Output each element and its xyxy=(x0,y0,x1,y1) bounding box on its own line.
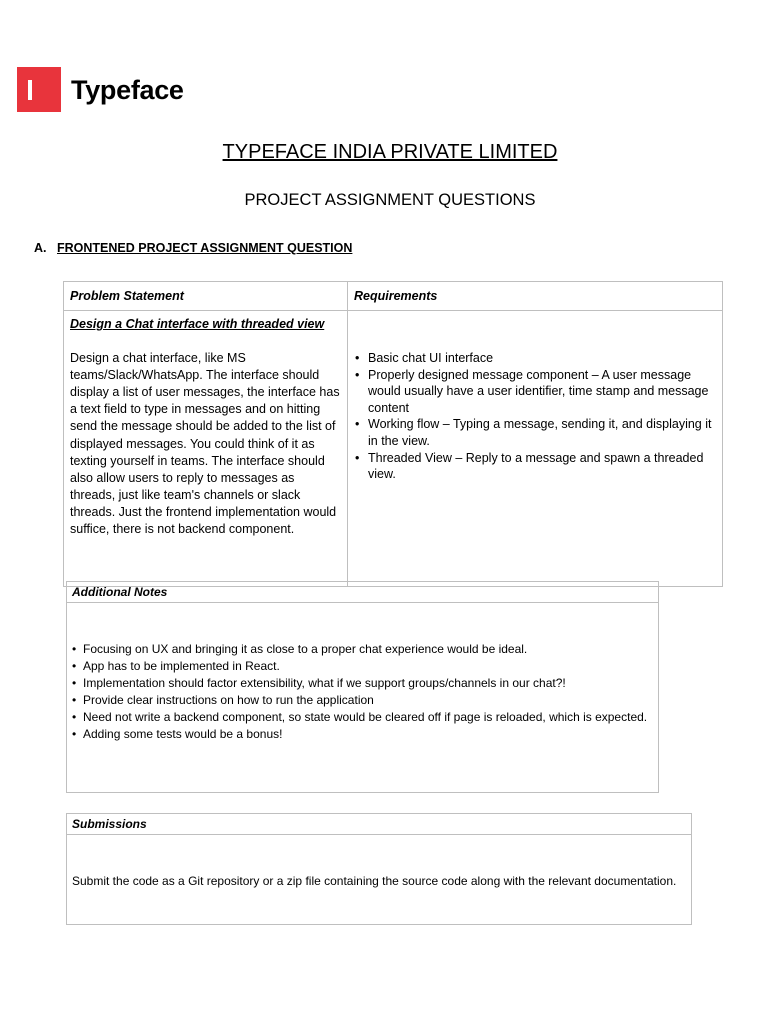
additional-notes-title: Additional Notes xyxy=(67,582,658,603)
notes-list xyxy=(67,641,647,742)
requirements-list xyxy=(354,350,716,483)
section-heading xyxy=(34,240,352,257)
requirement-item: • Working flow – Typing a message, sending it, and displaying it in the view. xyxy=(368,416,716,449)
requirement-item: • Basic chat UI interface xyxy=(368,350,716,367)
submissions-box xyxy=(66,813,692,925)
requirement-item: • Properly designed message component – A user message would usually have a user identifier, time stamp and message content xyxy=(368,367,716,417)
note-item: • Provide clear instructions on how to run the application xyxy=(83,692,647,709)
requirements-table xyxy=(63,281,723,587)
additional-notes-box xyxy=(66,581,659,793)
note-item: • App has to be implemented in React. xyxy=(83,658,647,675)
requirement-item: • Threaded View – Reply to a message and spawn a threaded view. xyxy=(368,450,716,483)
typeface-logo-text: Typeface xyxy=(71,75,184,105)
document-subtitle: PROJECT ASSIGNMENT QUESTIONS xyxy=(244,191,536,209)
note-item: • Implementation should factor extensibility, what if we support groups/channels in our chat?! xyxy=(83,675,647,692)
note-item: • Adding some tests would be a bonus! xyxy=(83,726,647,743)
section-title: FRONTENED PROJECT ASSIGNMENT QUESTION xyxy=(57,241,353,255)
problem-text: Design a chat interface, like MS teams/Slack/WhatsApp. The interface should display a list of user messages, the interface has a text field to type in messages and on hitting send the message should be added to the list of displayed messages. You could think of it as texting yourself in teams. The interface should also allow users to reply to messages as threads, just like team's channels or slack threads. Just the frontend implementation would suffice, there is not backend component. xyxy=(70,351,340,537)
submissions-title: Submissions xyxy=(67,814,691,835)
column-header-problem: Problem Statement xyxy=(64,282,348,311)
typeface-logo-mark xyxy=(17,67,61,112)
note-item: • Need not write a backend component, so state would be cleared off if page is reloaded, which is expected. xyxy=(83,709,647,726)
problem-title: Design a Chat interface with threaded view xyxy=(70,317,325,331)
document-title: TYPEFACE INDIA PRIVATE LIMITED xyxy=(222,141,558,163)
column-header-requirements: Requirements xyxy=(348,282,723,311)
problem-statement-cell xyxy=(64,311,348,587)
requirements-cell xyxy=(348,311,723,587)
submissions-text: Submit the code as a Git repository or a zip file containing the source code along with the relevant documentation. xyxy=(72,874,677,888)
table-row xyxy=(64,311,723,587)
note-item: • Focusing on UX and bringing it as close to a proper chat experience would be ideal. xyxy=(83,641,647,658)
section-letter: A. xyxy=(34,241,47,255)
logo-bar-glyph xyxy=(28,80,32,100)
table-header-row xyxy=(64,282,723,311)
